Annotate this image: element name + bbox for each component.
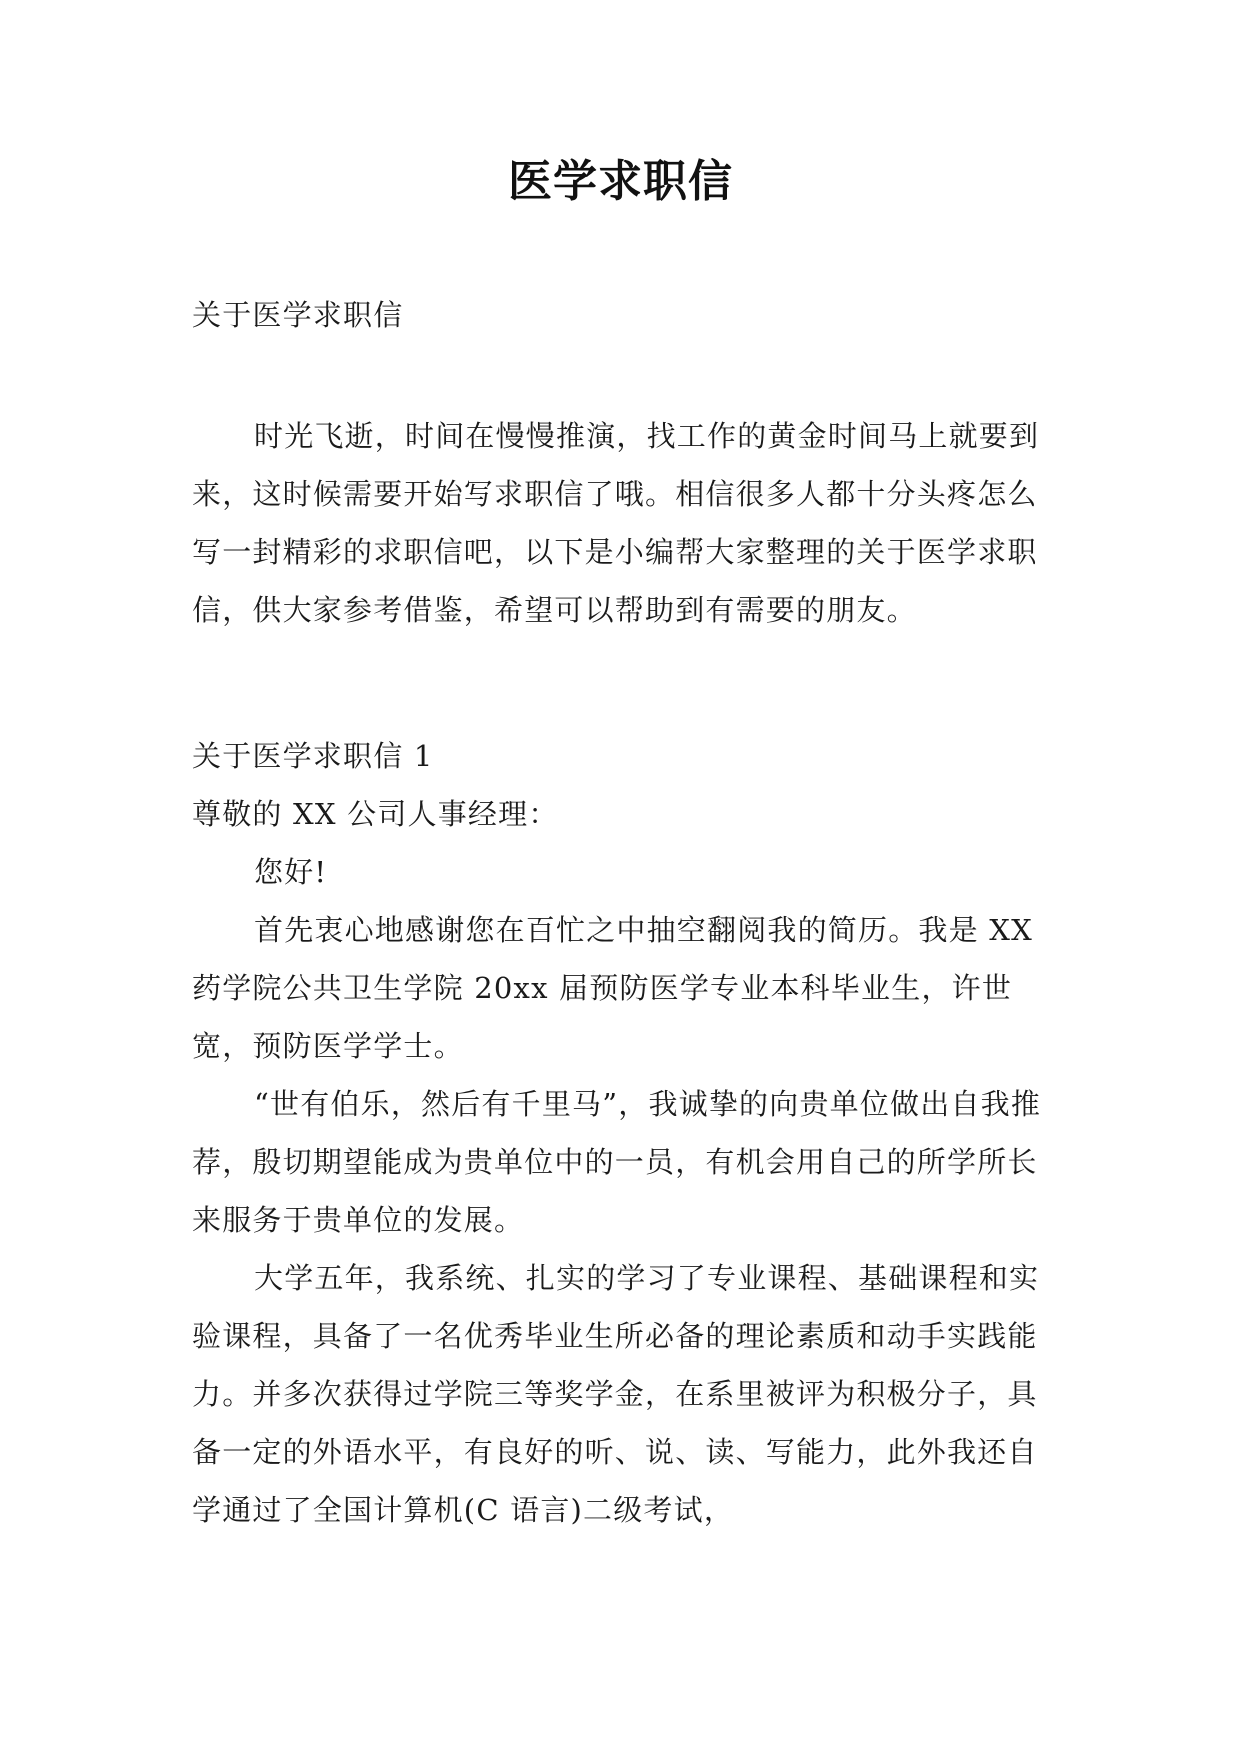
letter-paragraph-3: 大学五年，我系统、扎实的学习了专业课程、基础课程和实验课程，具备了一名优秀毕业生所必备的理论素质和动手实践能力。并多次获得过学院三等奖学金，在系里被评为积极分子，具备一定的外语水平，有良好的听、说、读、写能力，此外我还自学通过了全国计算机(C 语言)二级考试， [192, 1261, 1040, 1527]
intro-paragraph: 时光飞逝，时间在慢慢推演，找工作的黄金时间马上就要到来，这时候需要开始写求职信了哦。相信很多人都十分头疼怎么写一封精彩的求职信吧，以下是小编帮大家整理的关于医学求职信，供大家参考借鉴，希望可以帮助到有需要的朋友。 [192, 419, 1040, 627]
letter-paragraph-1: 首先衷心地感谢您在百忙之中抽空翻阅我的简历。我是 XX 药学院公共卫生学院 20xx 届预防医学专业本科毕业生，许世宽，预防医学学士。 [192, 913, 1033, 1063]
document-subtitle: 关于医学求职信 [192, 298, 404, 332]
document-title: 医学求职信 [508, 156, 733, 207]
letter-paragraph-2: “世有伯乐，然后有千里马”，我诚挚的向贵单位做出自我推荐，殷切期望能成为贵单位中的一员，有机会用自己的所学所长来服务于贵单位的发展。 [192, 1087, 1042, 1237]
letter-greeting: 您好! [254, 855, 328, 889]
letter-salutation: 尊敬的 XX 公司人事经理： [192, 797, 559, 831]
letter-heading: 关于医学求职信 1 [192, 739, 434, 773]
